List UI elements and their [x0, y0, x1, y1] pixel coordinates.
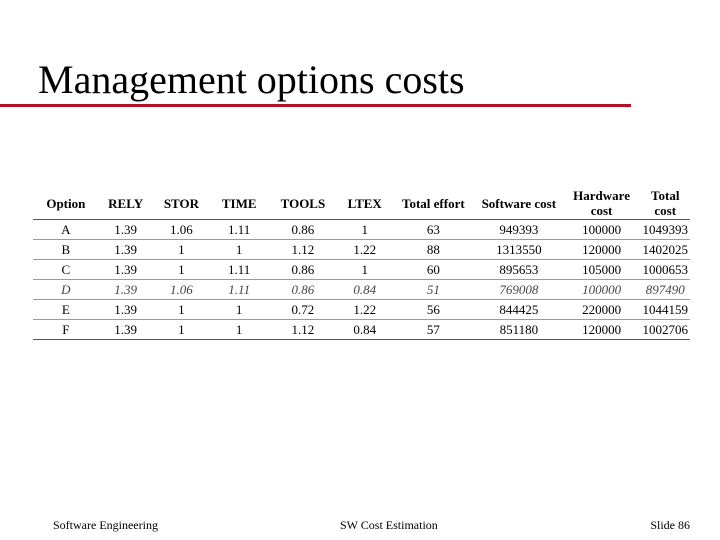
cell-software-cost: 851180 [475, 320, 563, 340]
cell-time: 1.11 [210, 280, 268, 300]
cell-total-cost: 1402025 [641, 240, 691, 260]
cell-stor: 1.06 [153, 280, 211, 300]
cell-time: 1 [210, 240, 268, 260]
cell-stor: 1.06 [153, 220, 211, 240]
header-total-effort: Total effort [392, 187, 475, 220]
cell-rely: 1.39 [99, 260, 153, 280]
header-stor: STOR [153, 187, 211, 220]
cell-hardware-cost: 100000 [563, 220, 641, 240]
cell-tools: 0.86 [268, 260, 338, 280]
cell-total-cost: 1044159 [641, 300, 691, 320]
cell-hardware-cost: 105000 [563, 260, 641, 280]
cell-option: F [33, 320, 99, 340]
cell-ltex: 0.84 [338, 320, 392, 340]
cell-tools: 1.12 [268, 240, 338, 260]
table-body [33, 220, 690, 340]
cell-time: 1 [210, 300, 268, 320]
cell-rely: 1.39 [99, 300, 153, 320]
header-total-cost: Total cost [641, 187, 691, 220]
cell-option: A [33, 220, 99, 240]
management-options-cost-table [33, 187, 690, 340]
cell-software-cost: 895653 [475, 260, 563, 280]
table-row [33, 260, 690, 280]
cell-hardware-cost: 220000 [563, 300, 641, 320]
cell-software-cost: 1313550 [475, 240, 563, 260]
header-time: TIME [210, 187, 268, 220]
cell-rely: 1.39 [99, 240, 153, 260]
cell-total-effort: 56 [392, 300, 475, 320]
footer-course: Software Engineering [53, 518, 158, 532]
header-option: Option [33, 187, 99, 220]
cell-total-effort: 88 [392, 240, 475, 260]
cell-total-cost: 897490 [641, 280, 691, 300]
cell-rely: 1.39 [99, 280, 153, 300]
cell-option: D [33, 280, 99, 300]
cell-option: E [33, 300, 99, 320]
cell-total-cost: 1049393 [641, 220, 691, 240]
header-software-cost: Software cost [475, 187, 563, 220]
cell-ltex: 0.84 [338, 280, 392, 300]
cell-total-effort: 63 [392, 220, 475, 240]
cell-total-effort: 57 [392, 320, 475, 340]
header-hardware-cost: Hardware cost [563, 187, 641, 220]
table-header-row [33, 187, 690, 220]
cell-stor: 1 [153, 260, 211, 280]
footer-slide-number: Slide 86 [650, 518, 690, 532]
cell-tools: 0.72 [268, 300, 338, 320]
cell-tools: 1.12 [268, 320, 338, 340]
table-row [33, 320, 690, 340]
table-row [33, 240, 690, 260]
cell-hardware-cost: 120000 [563, 320, 641, 340]
cell-stor: 1 [153, 240, 211, 260]
cell-time: 1.11 [210, 260, 268, 280]
slide-title: Management options costs [38, 57, 465, 102]
cell-tools: 0.86 [268, 220, 338, 240]
header-ltex: LTEX [338, 187, 392, 220]
cell-software-cost: 949393 [475, 220, 563, 240]
cell-rely: 1.39 [99, 220, 153, 240]
cell-software-cost: 769008 [475, 280, 563, 300]
cell-ltex: 1.22 [338, 240, 392, 260]
cell-total-cost: 1000653 [641, 260, 691, 280]
table-row [33, 280, 690, 300]
cell-ltex: 1.22 [338, 300, 392, 320]
cell-stor: 1 [153, 300, 211, 320]
cell-time: 1 [210, 320, 268, 340]
cell-tools: 0.86 [268, 280, 338, 300]
cell-ltex: 1 [338, 220, 392, 240]
cell-total-effort: 51 [392, 280, 475, 300]
header-tools: TOOLS [268, 187, 338, 220]
cell-ltex: 1 [338, 260, 392, 280]
cell-hardware-cost: 120000 [563, 240, 641, 260]
cell-rely: 1.39 [99, 320, 153, 340]
header-rely: RELY [99, 187, 153, 220]
title-underline [0, 104, 631, 107]
table-row [33, 220, 690, 240]
cell-stor: 1 [153, 320, 211, 340]
cell-hardware-cost: 100000 [563, 280, 641, 300]
cell-option: B [33, 240, 99, 260]
cell-total-cost: 1002706 [641, 320, 691, 340]
cell-time: 1.11 [210, 220, 268, 240]
table-row [33, 300, 690, 320]
cell-software-cost: 844425 [475, 300, 563, 320]
cell-option: C [33, 260, 99, 280]
cell-total-effort: 60 [392, 260, 475, 280]
footer-topic: SW Cost Estimation [340, 518, 438, 532]
